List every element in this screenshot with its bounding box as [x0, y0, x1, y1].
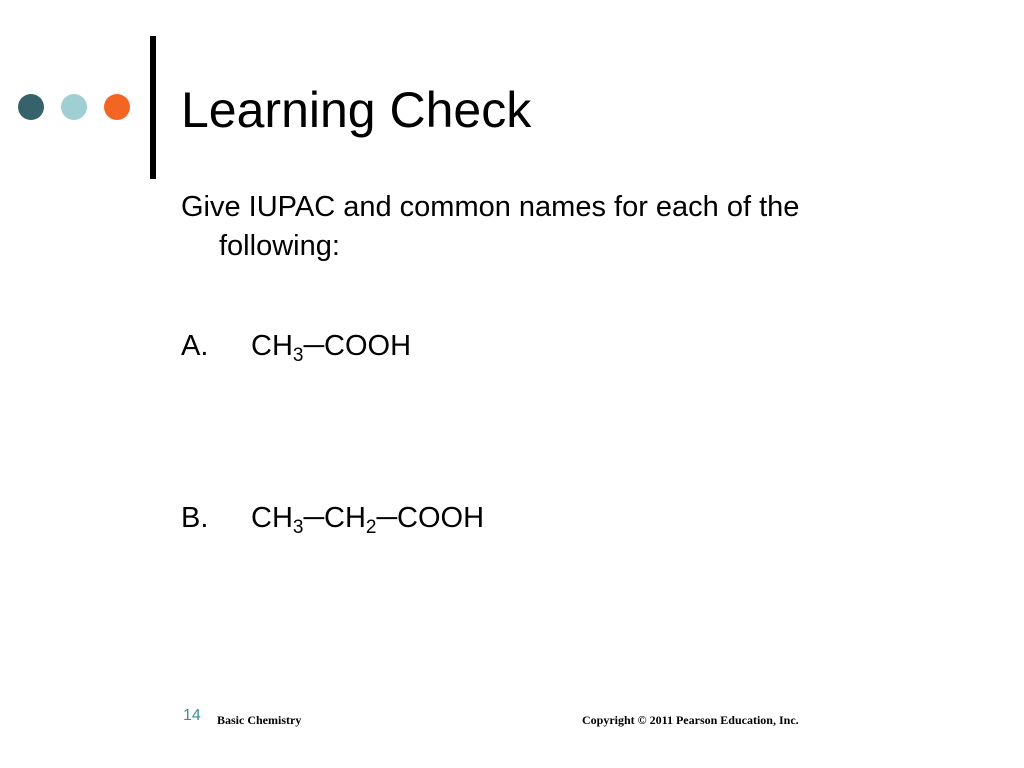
item-letter: A.: [181, 330, 209, 362]
instruction-line-2: following:: [219, 230, 340, 262]
formula-part: COOH: [324, 330, 412, 362]
single-bond: ─: [303, 502, 325, 534]
formula-item-a: [181, 327, 411, 366]
formula-subscript: 3: [292, 345, 304, 366]
slide-title: Learning Check: [181, 82, 532, 138]
single-bond: ─: [376, 502, 398, 534]
formula-subscript: 3: [292, 517, 304, 538]
formula-item-b: [181, 499, 484, 538]
decorative-dot-light-teal: [61, 94, 87, 120]
title-divider-bar: [150, 36, 156, 179]
page-number: 14: [183, 707, 201, 724]
formula-part: COOH: [397, 502, 485, 534]
formula-subscript: 2: [365, 517, 377, 538]
instruction-line-1: Give IUPAC and common names for each of the: [181, 191, 800, 223]
instruction-text: [181, 188, 941, 266]
footer-copyright: Copyright © 2011 Pearson Education, Inc.: [582, 713, 799, 727]
formula-part: CH: [251, 330, 293, 362]
single-bond: ─: [303, 330, 325, 362]
formula-part: CH: [251, 502, 293, 534]
decorative-dot-orange: [104, 94, 130, 120]
formula-part: CH: [324, 502, 366, 534]
decorative-dot-dark-teal: [18, 94, 44, 120]
item-letter: B.: [181, 502, 209, 534]
footer-book-title: Basic Chemistry: [217, 713, 302, 727]
